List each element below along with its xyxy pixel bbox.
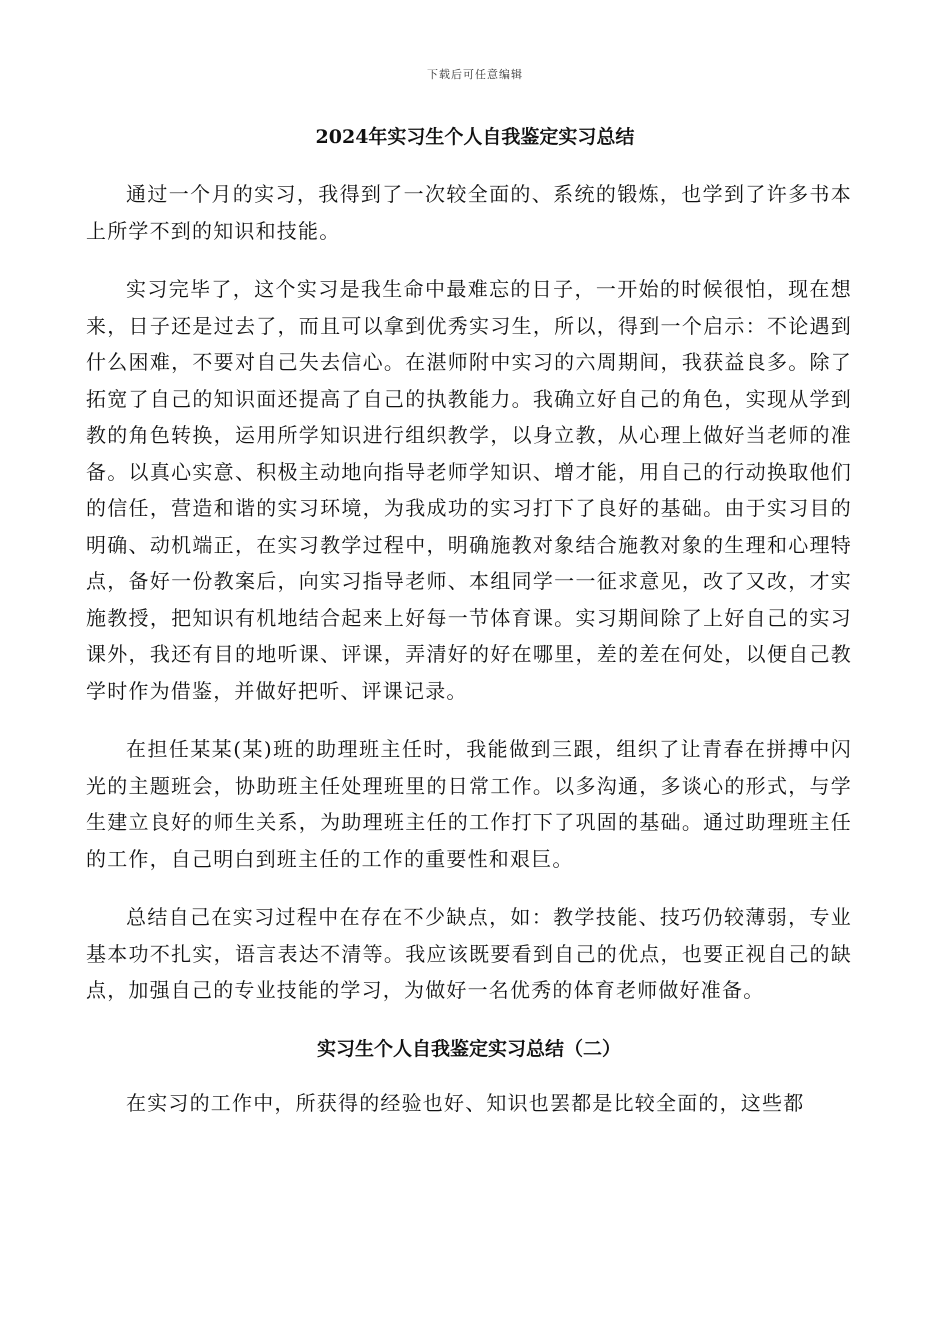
section-2-paragraph-1: 在实习的工作中，所获得的经验也好、知识也罢都是比较全面的，这些都 [126,1090,805,1115]
document-title: 2024年实习生个人自我鉴定实习总结 [315,126,635,148]
section-2-title: 实习生个人自我鉴定实习总结（二） [316,1037,621,1060]
paragraph-1: 通过一个月的实习，我得到了一次较全面的、系统的锻炼，也学到了许多书本上所学不到的知识和技能。 [86,182,852,243]
header-note: 下载后可任意编辑 [427,68,523,81]
paragraph-3: 在担任某某(某)班的助理班主任时，我能做到三跟，组织了让青春在拼搏中闪光的主题班会，协助班主任处理班里的日常工作。以多沟通，多谈心的形式，与学生建立良好的师生关系，为助理班主任的工作打下了巩固的基础。通过助理班主任的工作，自己明白到班主任的工作的重要性和艰巨。 [86,737,852,871]
document-body [86,176,852,1143]
paragraph-2: 实习完毕了，这个实习是我生命中最难忘的日子，一开始的时候很怕，现在想来，日子还是过去了，而且可以拿到优秀实习生，所以，得到一个启示：不论遇到什么困难，不要对自己失去信心。在湛师附中实习的六周期间，我获益良多。除了拓宽了自己的知识面还提高了自己的执教能力。我确立好自己的角色，实现从学到教的角色转换，运用所学知识进行组织教学，以身立教，从心理上做好当老师的准备。以真心实意、积极主动地向指导老师学知识、增才能，用自己的行动换取他们的信任，营造和谐的实习环境，为我成功的实习打下了良好的基础。由于实习目的明确、动机端正，在实习教学过程中，明确施教对象结合施教对象的生理和心理特点，备好一份教案后，向实习指导老师、本组同学一一征求意见，改了又改，才实施教授，把知识有机地结合起来上好每一节体育课。实习期间除了上好自己的实习课外，我还有目的地听课、评课，弄清好的好在哪里，差的差在何处，以便自己教学时作为借鉴，并做好把听、评课记录。 [86,277,852,703]
paragraph-4: 总结自己在实习过程中在存在不少缺点，如：教学技能、技巧仍较薄弱，专业基本功不扎实，语言表达不清等。我应该既要看到自己的优点，也要正视自己的缺点，加强自己的专业技能的学习，为做好一名优秀的体育老师做好准备。 [86,905,852,1002]
